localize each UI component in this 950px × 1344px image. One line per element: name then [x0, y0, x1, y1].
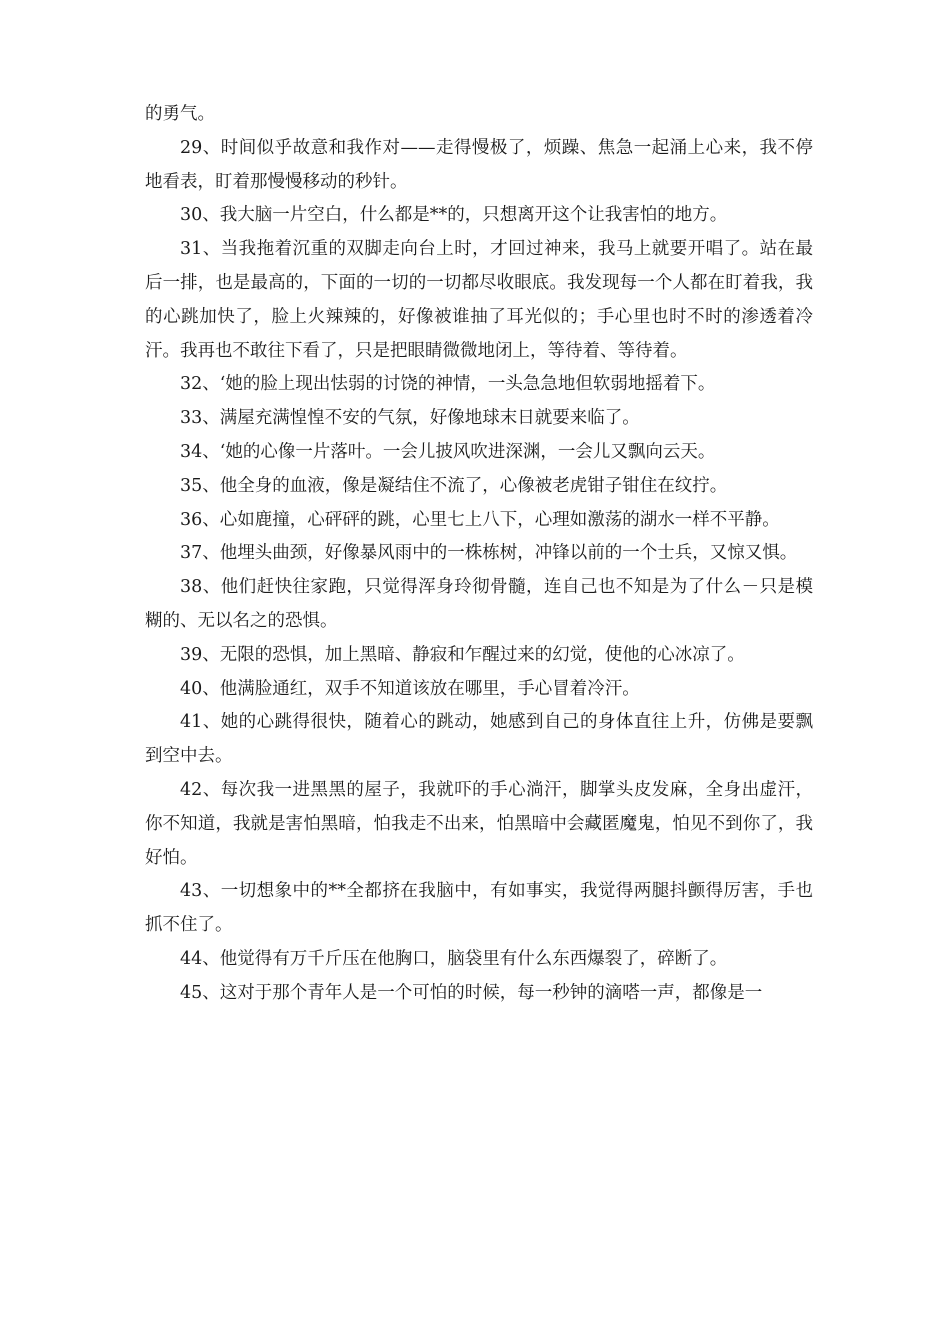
paragraph-40: 40、他满脸通红，双手不知道该放在哪里，手心冒着冷汗。 [180, 678, 640, 699]
paragraph-33: 33、满屋充满惶惶不安的气氛，好像地球末日就要来临了。 [180, 408, 640, 429]
document-body [145, 98, 813, 1011]
paragraph-29: 29、时间似乎故意和我作对——走得慢极了，烦躁、焦急一起涌上心来，我不停地看表，盯着那慢慢移动的秒针。 [145, 137, 813, 192]
paragraph-37: 37、他埋头曲颈，好像暴风雨中的一株栋树，冲锋以前的一个士兵，又惊又惧。 [180, 543, 798, 564]
paragraph-45: 45、这对于那个青年人是一个可怕的时候，每一秒钟的滴嗒一声，都像是一 [180, 982, 763, 1003]
paragraph-44: 44、他觉得有万千斤压在他胸口，脑袋里有什么东西爆裂了，碎断了。 [180, 948, 728, 969]
paragraph-43: 43、一切想象中的**全都挤在我脑中，有如事实，我觉得两腿抖颤得厉害，手也抓不住了。 [145, 881, 813, 936]
paragraph-34: 34、‘她的心像一片落叶。一会儿披风吹进深渊，一会儿又飘向云天。 [180, 441, 716, 462]
paragraph-41: 41、她的心跳得很快，随着心的跳动，她感到自己的身体直往上升，仿佛是要飘到空中去。 [145, 712, 813, 767]
paragraph-38: 38、他们赶快往家跑，只觉得浑身玲彻骨髓，连自己也不知是为了什么－只是模糊的、无以名之的恐惧。 [145, 577, 813, 631]
paragraph-30: 30、我大脑一片空白，什么都是**的，只想离开这个让我害怕的地方。 [180, 205, 728, 226]
paragraph-32: 32、‘她的脸上现出怯弱的讨饶的神情，一头急急地但软弱地摇着下。 [180, 374, 716, 395]
paragraph-39: 39、无限的恐惧，加上黑暗、静寂和乍醒过来的幻觉，使他的心冰凉了。 [180, 644, 745, 665]
paragraph-42: 42、每次我一进黑黑的屋子，我就吓的手心淌汗，脚掌头皮发麻，全身出虚汗，你不知道，我就是害怕黑暗，怕我走不出来，怕黑暗中会藏匿魔鬼，怕见不到你了，我好怕。 [145, 779, 813, 868]
paragraph-35: 35、他全身的血液，像是凝结住不流了，心像被老虎钳子钳住在纹拧。 [180, 475, 728, 496]
paragraph-36: 36、心如鹿撞，心砰砰的跳，心里七上八下，心理如激荡的湖水一样不平静。 [180, 509, 780, 530]
paragraph-31: 31、当我拖着沉重的双脚走向台上时，才回过神来，我马上就要开唱了。站在最后一排，也是最高的，下面的一切的一切都尽收眼底。我发现每一个人都在盯着我，我的心跳加快了，脸上火辣辣的，好像被谁抽了耳光似的；手心里也时不时的渗透着冷汗。我再也不敢往下看了，只是把眼睛微微地闭上，等待着、等待着。 [145, 239, 813, 361]
paragraph-continued: 的勇气。 [145, 104, 215, 124]
